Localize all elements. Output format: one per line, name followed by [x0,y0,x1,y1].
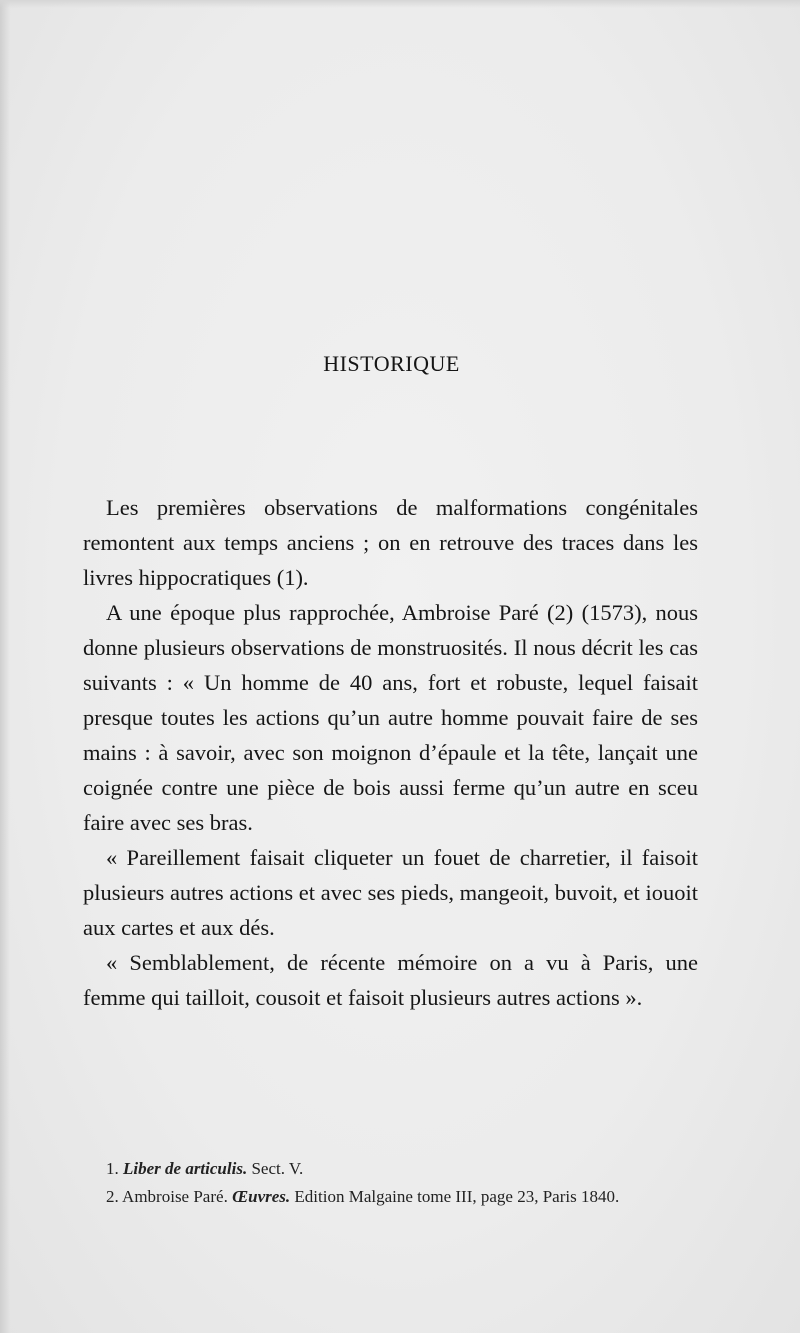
paragraph-3: « Pareillement faisait cliqueter un fouet de charretier, il faisoit plusieurs autres actions et avec ses pieds, mangeoit, buvoit, et iouoit aux cartes et aux dés. [83,845,698,940]
page-title: HISTORIQUE [323,351,460,376]
footnote-2-title: Œuvres. [232,1186,291,1206]
footnote-1-title: Liber de articulis. [123,1159,248,1178]
page-edge-shadow-left [0,0,10,1333]
footnote-2 [88,1183,698,1211]
footnote-2-lead: Ambroise Paré. [118,1186,233,1206]
paragraph-1: Les premières observations de malformations congénitales remontent aux temps anciens ; on en retrouve des traces dans les livres hippocratiques (1). [83,495,698,590]
body-text [83,490,698,1015]
paragraph-4: « Semblablement, de récente mémoire on a vu à Paris, une femme qui tailloit, cousoit et faisoit plusieurs autres actions ». [83,950,698,1010]
footnote-1-number: 1. [106,1159,119,1178]
footnote-1-rest: Sect. V. [247,1159,304,1178]
footnote-2-number: 2. [106,1186,119,1206]
footnote-2-rest: Edition Malgaine tome III, page 23, Paris 1840. [290,1186,620,1206]
footnotes [88,1155,698,1210]
footnote-1 [88,1155,698,1183]
page-edge-shadow-top [0,0,800,8]
paragraph-2: A une époque plus rapprochée, Ambroise Paré (2) (1573), nous donne plusieurs observations de monstruosités. Il nous décrit les cas suivants : « Un homme de 40 ans, fort et robuste, lequel faisait presque toutes les actions qu’un autre homme pouvait faire de ses mains : à savoir, avec son moignon d’épaule et la tête, lançait une coignée contre une pièce de bois aussi ferme qu’un autre en sceu faire avec ses bras. [83,600,698,835]
